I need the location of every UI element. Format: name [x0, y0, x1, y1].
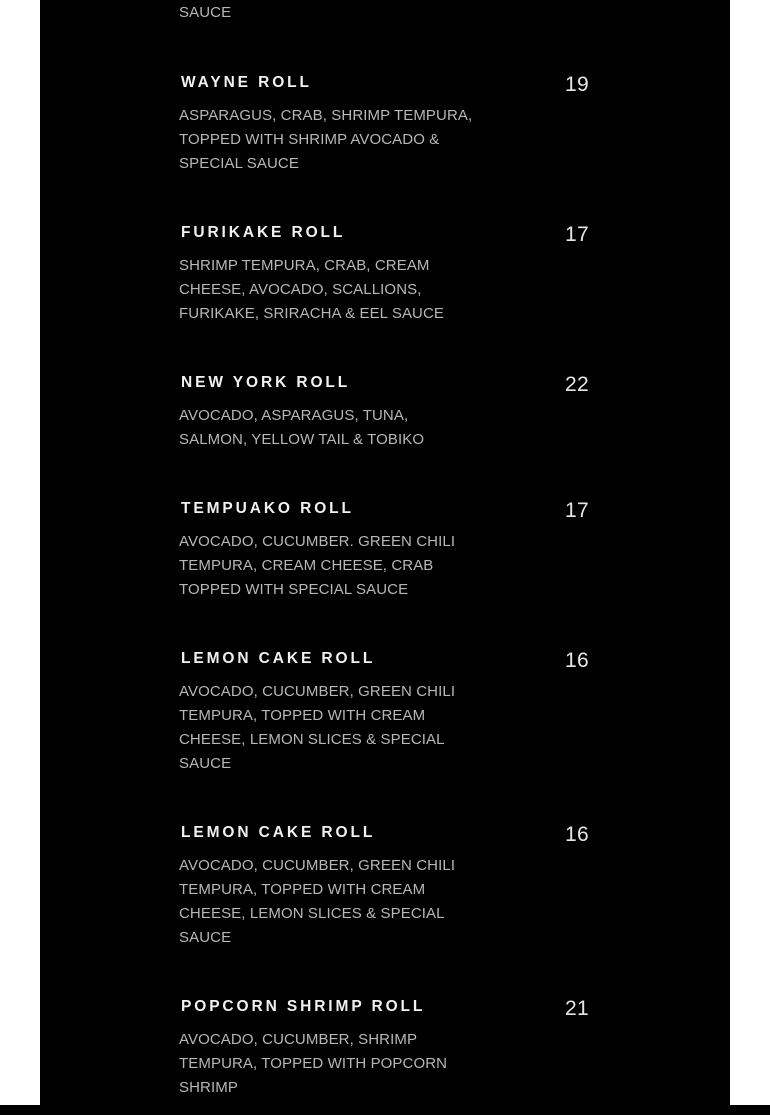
menu-item-description: AVOCADO, CUCUMBER, GREEN CHILI TEMPURA, TOPPED WITH CREAM CHEESE, LEMON SLICES & SPECIAL SAUCE [179, 683, 456, 772]
menu-item-name: LEMON CAKE ROLL [181, 824, 376, 841]
menu-item-name: FURIKAKE ROLL [181, 224, 346, 241]
menu-item-name: NEW YORK ROLL [181, 374, 351, 391]
menu-item-price: 19 [565, 73, 589, 96]
menu-item-description: AVOCADO, CUCUMBER, GREEN CHILI TEMPURA, TOPPED WITH CREAM CHEESE, LEMON SLICES & SPECIAL SAUCE [179, 857, 456, 946]
menu-item-description: AVOCADO, CUCUMBER. GREEN CHILI TEMPURA, CREAM CHEESE, CRAB TOPPED WITH SPECIAL SAUCE [179, 533, 456, 598]
menu-item-price: 17 [565, 223, 589, 246]
menu-item-price: 22 [565, 373, 589, 396]
menu-item-name: LEMON CAKE ROLL [181, 650, 376, 667]
menu-item-description: AVOCADO, ASPARAGUS, TUNA, SALMON, YELLOW TAIL & TOBIKO [179, 407, 425, 448]
menu-panel [40, 0, 730, 1105]
menu-item-description: AVOCADO, CUCUMBER, SHRIMP TEMPURA, TOPPED WITH POPCORN SHRIMP [179, 1031, 448, 1096]
menu-item-name: WAYNE ROLL [181, 74, 312, 91]
bottom-edge-strip [0, 1105, 770, 1115]
previous-item-description: SAUCE [179, 4, 232, 21]
menu-item-price: 16 [565, 649, 589, 672]
menu-item-price: 17 [565, 499, 589, 522]
menu-item-price: 21 [565, 997, 589, 1020]
menu-item-price: 16 [565, 823, 589, 846]
menu-item-description: ASPARAGUS, CRAB, SHRIMP TEMPURA, TOPPED WITH SHRIMP AVOCADO & SPECIAL SAUCE [179, 107, 473, 172]
menu-item-name: TEMPUAKO ROLL [181, 500, 354, 517]
menu-item-name: POPCORN SHRIMP ROLL [181, 998, 426, 1015]
menu-item-description: SHRIMP TEMPURA, CRAB, CREAM CHEESE, AVOCADO, SCALLIONS, FURIKAKE, SRIRACHA & EEL SAUCE [179, 257, 445, 322]
